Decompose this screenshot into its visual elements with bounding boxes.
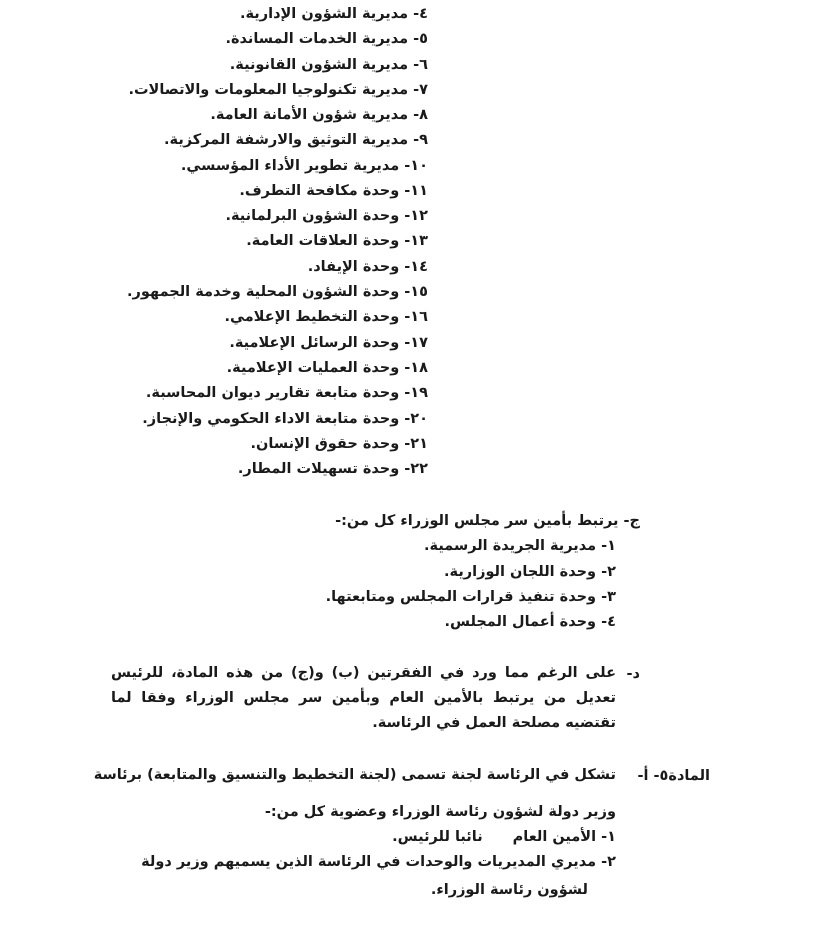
section-d-line-1: على الرغم مما ورد في الفقرتين (ب) و(ج) من هذه المادة، للرئيس تعديل [111, 665, 616, 706]
section-d-line-2: من يرتبط بالأمين العام وبأمين سر مجلس الوزراء وفقا لما تقتضيه مصلحة [111, 690, 616, 731]
list-item: ٢٠- وحدة متابعة الاداء الحكومي والإنجاز. [142, 411, 428, 427]
list-item: ٢١- وحدة حقوق الإنسان. [250, 436, 428, 452]
list-item: ٣- وحدة تنفيذ قرارات المجلس ومتابعتها. [325, 589, 616, 605]
article-5-line-2: وزير دولة لشؤون رئاسة الوزراء وعضوية كل من:- [264, 804, 616, 820]
section-d-label: د- [626, 666, 640, 682]
article-5-item-2-line-1: ٢- مديري المديريات والوحدات في الرئاسة الذين يسميهم وزير دولة [141, 854, 616, 870]
list-item: ٥- مديرية الخدمات المساندة. [225, 31, 428, 47]
list-item: ١٧- وحدة الرسائل الإعلامية. [229, 335, 428, 351]
article-5-item-2-line-2: لشؤون رئاسة الوزراء. [430, 882, 588, 898]
list-item: ٢٢- وحدة تسهيلات المطار. [237, 461, 428, 477]
list-item: ٦- مديرية الشؤون القانونية. [229, 57, 428, 73]
list-item: ١٥- وحدة الشؤون المحلية وخدمة الجمهور. [127, 284, 428, 300]
list-item: ١٣- وحدة العلاقات العامة. [246, 233, 428, 249]
list-item: ١٤- وحدة الإيفاد. [307, 259, 428, 275]
list-item: ١٩- وحدة متابعة تقارير ديوان المحاسبة. [145, 385, 428, 401]
list-item: ٤- مديرية الشؤون الإدارية. [240, 6, 428, 22]
article-5-item-2 [116, 850, 616, 875]
list-item: ١- مديرية الجريدة الرسمية. [424, 538, 616, 554]
article-5-label: المادة٥- أ- [637, 768, 710, 784]
section-c-heading: ج- يرتبط بأمين سر مجلس الوزراء كل من:- [335, 513, 640, 529]
list-item: ١٨- وحدة العمليات الإعلامية. [226, 360, 428, 376]
article-5-line-1: تشكل في الرئاسة لجنة تسمى (لجنة التخطيط والتنسيق والمتابعة) برئاسة [93, 767, 616, 783]
list-item: ١٢- وحدة الشؤون البرلمانية. [225, 208, 428, 224]
section-d-line-3: العمل في الرئاسة. [372, 715, 507, 731]
article-5-item-1-role: نائبا للرئيس. [392, 829, 483, 845]
list-item: ٨- مديرية شؤون الأمانة العامة. [210, 107, 428, 123]
article-5-item-1-name: ١- الأمين العام [512, 829, 616, 845]
list-item: ٢- وحدة اللجان الوزارية. [444, 564, 616, 580]
section-d-paragraph [111, 661, 616, 736]
list-item: ٧- مديرية تكنولوجيا المعلومات والاتصالات. [128, 82, 428, 98]
article-5-paragraph [0, 763, 616, 788]
list-item: ٤- وحدة أعمال المجلس. [444, 614, 616, 630]
list-item: ١٦- وحدة التخطيط الإعلامي. [224, 309, 428, 325]
list-item: ١٠- مديرية تطوير الأداء المؤسسي. [180, 158, 428, 174]
article-5-item-1 [392, 828, 616, 846]
list-item: ٩- مديرية التوثيق والارشفة المركزية. [164, 132, 428, 148]
list-item: ١١- وحدة مكافحة التطرف. [239, 183, 428, 199]
